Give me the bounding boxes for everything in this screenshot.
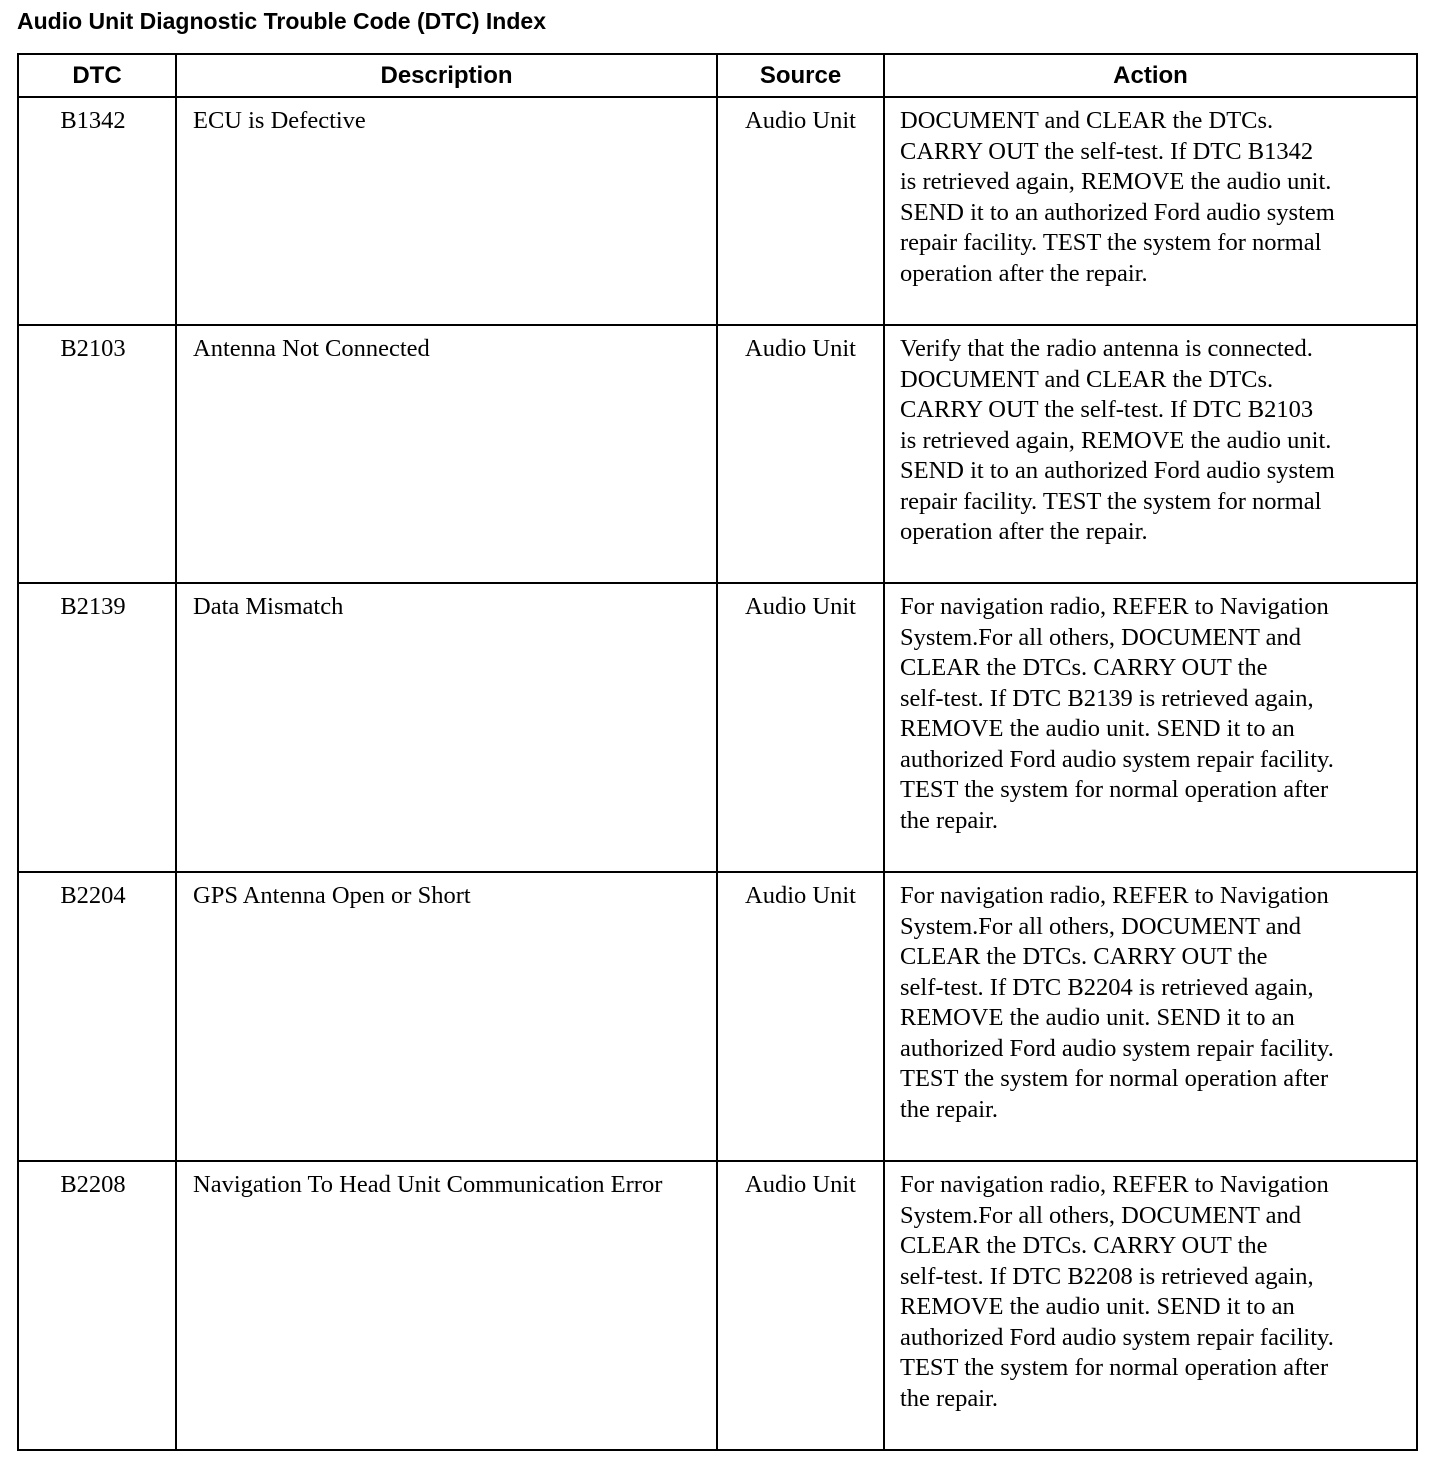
header-source: Source bbox=[717, 54, 884, 97]
page-title: Audio Unit Diagnostic Trouble Code (DTC) Index bbox=[17, 8, 546, 34]
dtc-cell: B2208 bbox=[18, 1161, 176, 1450]
table-row bbox=[18, 583, 1417, 872]
action-cell: For navigation radio, REFER to Navigation System.For all others, DOCUMENT and CLEAR the DTCs. CARRY OUT the self-test. If DTC B2208 is retrieved again, REMOVE the audio unit. SEND it to an authorized Ford audio system repair facility. TEST the system for normal operation after the repair. bbox=[884, 1161, 1417, 1450]
action-cell: Verify that the radio antenna is connected. DOCUMENT and CLEAR the DTCs. CARRY OUT the self-test. If DTC B2103 is retrieved again, REMOVE the audio unit. SEND it to an authorized Ford audio system repair facility. TEST the system for normal operation after the repair. bbox=[884, 325, 1417, 583]
source-cell: Audio Unit bbox=[717, 583, 884, 872]
description-cell: Antenna Not Connected bbox=[176, 325, 717, 583]
description-cell: ECU is Defective bbox=[176, 97, 717, 325]
description-cell: Navigation To Head Unit Communication Error bbox=[176, 1161, 717, 1450]
source-cell: Audio Unit bbox=[717, 1161, 884, 1450]
header-dtc: DTC bbox=[18, 54, 176, 97]
dtc-cell: B2103 bbox=[18, 325, 176, 583]
action-cell: DOCUMENT and CLEAR the DTCs. CARRY OUT the self-test. If DTC B1342 is retrieved again, REMOVE the audio unit. SEND it to an authorized Ford audio system repair facility. TEST the system for normal operation after the repair. bbox=[884, 97, 1417, 325]
dtc-cell: B1342 bbox=[18, 97, 176, 325]
description-cell: Data Mismatch bbox=[176, 583, 717, 872]
source-cell: Audio Unit bbox=[717, 97, 884, 325]
dtc-cell: B2139 bbox=[18, 583, 176, 872]
dtc-cell: B2204 bbox=[18, 872, 176, 1161]
action-cell: For navigation radio, REFER to Navigation System.For all others, DOCUMENT and CLEAR the DTCs. CARRY OUT the self-test. If DTC B2204 is retrieved again, REMOVE the audio unit. SEND it to an authorized Ford audio system repair facility. TEST the system for normal operation after the repair. bbox=[884, 872, 1417, 1161]
table-row bbox=[18, 325, 1417, 583]
header-action: Action bbox=[884, 54, 1417, 97]
table-row bbox=[18, 872, 1417, 1161]
dtc-table bbox=[17, 53, 1418, 1451]
action-cell: For navigation radio, REFER to Navigation System.For all others, DOCUMENT and CLEAR the DTCs. CARRY OUT the self-test. If DTC B2139 is retrieved again, REMOVE the audio unit. SEND it to an authorized Ford audio system repair facility. TEST the system for normal operation after the repair. bbox=[884, 583, 1417, 872]
source-cell: Audio Unit bbox=[717, 872, 884, 1161]
header-description: Description bbox=[176, 54, 717, 97]
table-row bbox=[18, 1161, 1417, 1450]
source-cell: Audio Unit bbox=[717, 325, 884, 583]
description-cell: GPS Antenna Open or Short bbox=[176, 872, 717, 1161]
header-row bbox=[18, 54, 1417, 97]
table-row bbox=[18, 97, 1417, 325]
